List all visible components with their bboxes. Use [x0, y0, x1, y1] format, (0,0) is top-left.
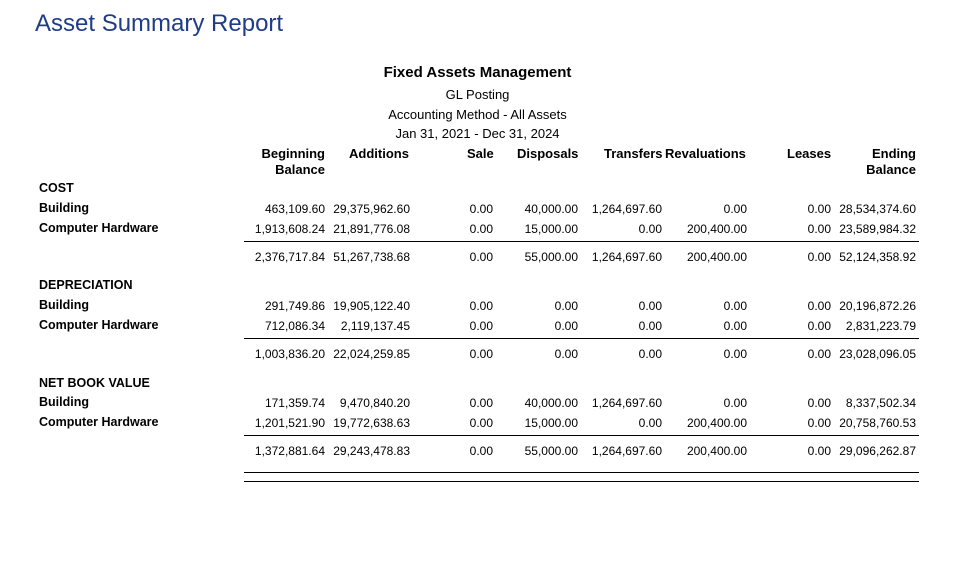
cell-disposals: 0.00	[554, 347, 578, 361]
double-rule-bottom	[244, 481, 919, 482]
cell-revaluations: 200,400.00	[686, 416, 747, 430]
cell-ending-balance: 29,096,262.87	[839, 444, 916, 458]
cell-transfers: 0.00	[638, 347, 662, 361]
cell-leases: 0.00	[807, 202, 831, 216]
cell-additions: 29,375,962.60	[333, 202, 410, 216]
cell-leases: 0.00	[807, 319, 831, 333]
cell-transfers: 0.00	[638, 319, 662, 333]
cell-beginning-balance: 1,201,521.90	[254, 416, 325, 430]
col-leases: Leases	[787, 146, 832, 161]
row-label: Building	[39, 298, 89, 312]
cell-ending-balance: 52,124,358.92	[839, 250, 916, 264]
cell-additions: 19,905,122.40	[333, 299, 410, 313]
divider	[244, 241, 919, 242]
cell-ending-balance: 23,589,984.32	[839, 222, 916, 236]
cell-leases: 0.00	[807, 299, 831, 313]
row-label: Computer Hardware	[39, 221, 159, 235]
cell-additions: 19,772,638.63	[333, 416, 410, 430]
cell-sale: 0.00	[469, 202, 493, 216]
divider	[244, 435, 919, 436]
col-additions: Additions	[349, 146, 409, 161]
cell-beginning-balance: 2,376,717.84	[254, 250, 325, 264]
cell-disposals: 0.00	[554, 319, 578, 333]
cell-disposals: 55,000.00	[524, 444, 578, 458]
row-label: Computer Hardware	[39, 415, 159, 429]
cell-sale: 0.00	[469, 416, 493, 430]
cell-leases: 0.00	[807, 250, 831, 264]
cell-transfers: 1,264,697.60	[591, 250, 662, 264]
cell-disposals: 0.00	[554, 299, 578, 313]
cell-additions: 9,470,840.20	[339, 396, 410, 410]
section-title-cost: COST	[39, 181, 74, 195]
cell-revaluations: 0.00	[723, 202, 747, 216]
cell-additions: 2,119,137.45	[340, 319, 410, 333]
cell-transfers: 1,264,697.60	[591, 444, 662, 458]
cell-ending-balance: 2,831,223.79	[845, 319, 916, 333]
cell-transfers: 1,264,697.60	[591, 202, 662, 216]
cell-ending-balance: 23,028,096.05	[839, 347, 916, 361]
cell-sale: 0.00	[469, 319, 493, 333]
row-label: Building	[39, 201, 89, 215]
cell-revaluations: 0.00	[723, 347, 747, 361]
section-title-depreciation: DEPRECIATION	[39, 278, 133, 292]
cell-transfers: 1,264,697.60	[591, 396, 662, 410]
cell-sale: 0.00	[469, 347, 493, 361]
cell-disposals: 40,000.00	[524, 202, 578, 216]
col-ending-balance: Ending Balance	[866, 146, 916, 177]
col-revaluations: Revaluations	[665, 146, 746, 161]
cell-sale: 0.00	[469, 222, 493, 236]
report-subtitle-method: Accounting Method - All Assets	[388, 107, 567, 122]
row-label: Computer Hardware	[39, 318, 159, 332]
divider	[244, 338, 919, 339]
report-company: Fixed Assets Management	[383, 64, 572, 81]
col-sale: Sale	[467, 146, 494, 161]
cell-revaluations: 200,400.00	[686, 250, 747, 264]
cell-leases: 0.00	[807, 222, 831, 236]
cell-ending-balance: 20,758,760.53	[839, 416, 916, 430]
cell-revaluations: 200,400.00	[686, 444, 747, 458]
section-title-net-book-value: NET BOOK VALUE	[39, 376, 150, 390]
cell-additions: 51,267,738.68	[333, 250, 410, 264]
cell-beginning-balance: 1,372,881.64	[254, 444, 325, 458]
cell-leases: 0.00	[807, 396, 831, 410]
cell-sale: 0.00	[469, 299, 493, 313]
cell-disposals: 55,000.00	[524, 250, 578, 264]
cell-disposals: 40,000.00	[524, 396, 578, 410]
cell-leases: 0.00	[807, 444, 831, 458]
cell-revaluations: 0.00	[723, 319, 747, 333]
cell-revaluations: 200,400.00	[686, 222, 747, 236]
cell-ending-balance: 28,534,374.60	[839, 202, 916, 216]
cell-beginning-balance: 291,749.86	[264, 299, 325, 313]
cell-transfers: 0.00	[638, 299, 662, 313]
row-label: Building	[39, 395, 89, 409]
col-disposals: Disposals	[517, 146, 579, 161]
cell-sale: 0.00	[469, 396, 493, 410]
report-date-range: Jan 31, 2021 - Dec 31, 2024	[395, 126, 560, 141]
cell-additions: 21,891,776.08	[333, 222, 410, 236]
cell-leases: 0.00	[807, 416, 831, 430]
cell-sale: 0.00	[469, 250, 493, 264]
col-beginning-balance: Beginning Balance	[261, 146, 325, 177]
cell-additions: 22,024,259.85	[333, 347, 410, 361]
cell-transfers: 0.00	[638, 416, 662, 430]
cell-transfers: 0.00	[638, 222, 662, 236]
cell-beginning-balance: 171,359.74	[264, 396, 325, 410]
cell-ending-balance: 20,196,872.26	[839, 299, 916, 313]
page-title: Asset Summary Report	[35, 10, 284, 37]
double-rule-top	[244, 472, 919, 473]
cell-beginning-balance: 1,913,608.24	[254, 222, 325, 236]
cell-leases: 0.00	[807, 347, 831, 361]
cell-beginning-balance: 463,109.60	[264, 202, 325, 216]
cell-additions: 29,243,478.83	[333, 444, 410, 458]
cell-sale: 0.00	[469, 444, 493, 458]
report-subtitle-posting: GL Posting	[445, 87, 510, 102]
cell-disposals: 15,000.00	[524, 416, 578, 430]
cell-beginning-balance: 712,086.34	[264, 319, 325, 333]
cell-revaluations: 0.00	[723, 396, 747, 410]
col-transfers: Transfers	[604, 146, 663, 161]
cell-beginning-balance: 1,003,836.20	[254, 347, 325, 361]
cell-ending-balance: 8,337,502.34	[845, 396, 916, 410]
cell-disposals: 15,000.00	[524, 222, 578, 236]
cell-revaluations: 0.00	[723, 299, 747, 313]
